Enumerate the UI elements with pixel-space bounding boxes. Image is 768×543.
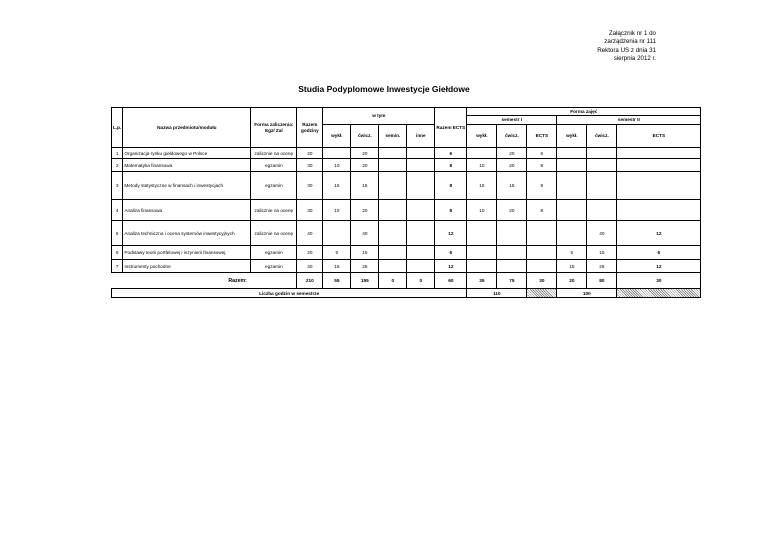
semester-hours-label: Liczba godzin w semestrze: [112, 289, 467, 298]
cell-hours: 30: [297, 172, 323, 200]
cell-lectures: [323, 148, 351, 159]
cell-s2-lectures: [557, 172, 587, 200]
cell-s2-lectures: [557, 148, 587, 159]
cell-s1-exercises: [497, 260, 527, 273]
empty-cell: [251, 273, 297, 289]
cell-subject: Podstawy teorii portfelowej i inżynierii finansowej: [123, 246, 251, 260]
header-lp: L.p.: [112, 108, 123, 148]
cell-subject: Metody statystyczne w finansach i inwestycjach: [123, 172, 251, 200]
cell-other: [407, 148, 435, 159]
cell-lectures: 15: [323, 260, 351, 273]
header-total-ects: Razem ECTS: [435, 108, 467, 148]
annex-note: [536, 30, 656, 63]
cell-lectures: 10: [323, 159, 351, 172]
cell-seminars: [379, 221, 407, 246]
header-semester-1: semestr I: [467, 116, 557, 125]
cell-subject: Analiza techniczna i ocena systemów inwestycyjnych: [123, 221, 251, 246]
cell-lectures: [323, 221, 351, 246]
cell-seminars: [379, 159, 407, 172]
cell-s1-ects: 8: [527, 200, 557, 221]
total-exercises: 155: [351, 273, 379, 289]
cell-exercises: 40: [351, 221, 379, 246]
cell-ects: 12: [435, 260, 467, 273]
hatched-cell: [617, 289, 701, 298]
table-row: [112, 200, 701, 221]
total-other: 0: [407, 273, 435, 289]
header-form: Forma zaliczenia: Egz/ Zal: [251, 108, 297, 148]
total-hours: 210: [297, 273, 323, 289]
cell-hours: 20: [297, 246, 323, 260]
cell-lp: 2: [112, 159, 123, 172]
header-other: inne: [407, 125, 435, 148]
cell-s1-exercises: [497, 221, 527, 246]
hatched-cell: [527, 289, 557, 298]
cell-s1-ects: [527, 260, 557, 273]
cell-s1-lectures: 10: [467, 200, 497, 221]
total-s1-lectures: 35: [467, 273, 497, 289]
cell-other: [407, 172, 435, 200]
totals-row: [112, 273, 701, 289]
header-classes-form: Forma zajęć: [467, 108, 701, 116]
cell-other: [407, 246, 435, 260]
cell-exercises: 15: [351, 246, 379, 260]
cell-hours: 30: [297, 200, 323, 221]
cell-seminars: [379, 260, 407, 273]
cell-s1-lectures: 10: [467, 159, 497, 172]
cell-hours: 40: [297, 221, 323, 246]
curriculum-table: [111, 107, 701, 298]
cell-s2-exercises: 15: [587, 246, 617, 260]
cell-s1-exercises: 15: [497, 172, 527, 200]
total-s2-ects: 30: [617, 273, 701, 289]
cell-s2-lectures: 15: [557, 260, 587, 273]
total-seminars: 0: [379, 273, 407, 289]
cell-s1-lectures: [467, 260, 497, 273]
annex-line: Rektora US z dnia 31: [597, 46, 656, 54]
cell-s2-lectures: 5: [557, 246, 587, 260]
table-row: [112, 148, 701, 159]
header-s1-lectures: wykł.: [467, 125, 497, 148]
cell-s2-ects: [617, 200, 701, 221]
header-s2-lectures: wykł.: [557, 125, 587, 148]
cell-hours: 30: [297, 159, 323, 172]
header-total-hours: Razem godziny: [297, 108, 323, 148]
cell-s1-ects: 8: [527, 172, 557, 200]
total-ects: 60: [435, 273, 467, 289]
annex-line: Załącznik nr 1 do: [608, 30, 656, 37]
total-s2-exercises: 80: [587, 273, 617, 289]
cell-s2-exercises: [587, 200, 617, 221]
cell-s2-exercises: [587, 148, 617, 159]
table-row: [112, 260, 701, 273]
annex-line: zarządzenia nr 111: [604, 38, 656, 46]
header-s1-ects: ECTS: [527, 125, 557, 148]
table-row: [112, 159, 701, 172]
cell-s1-ects: 6: [527, 148, 557, 159]
cell-s1-ects: [527, 246, 557, 260]
cell-form: zalicznie na ocenę: [251, 148, 297, 159]
table-row: [112, 221, 701, 246]
cell-s1-lectures: [467, 148, 497, 159]
cell-s2-lectures: [557, 159, 587, 172]
cell-lp: 4: [112, 200, 123, 221]
cell-form: egzamin: [251, 260, 297, 273]
cell-exercises: 20: [351, 200, 379, 221]
cell-s2-exercises: 25: [587, 260, 617, 273]
header-semester-2: semestr II: [557, 116, 701, 125]
cell-ects: 6: [435, 148, 467, 159]
cell-s2-ects: 6: [617, 246, 701, 260]
header-lectures: wykł.: [323, 125, 351, 148]
cell-s2-exercises: [587, 172, 617, 200]
cell-lectures: 15: [323, 172, 351, 200]
cell-form: zalicznie na ocenę: [251, 200, 297, 221]
cell-ects: 12: [435, 221, 467, 246]
page-title: Studia Podyplomowe Inwestycje Giełdowe: [298, 84, 470, 94]
cell-s1-exercises: 20: [497, 200, 527, 221]
cell-ects: 8: [435, 159, 467, 172]
header-of-which: w tym: [323, 108, 435, 125]
cell-s1-exercises: 20: [497, 148, 527, 159]
cell-s1-exercises: [497, 246, 527, 260]
header-exercises: ćwicz.: [351, 125, 379, 148]
cell-lp: 6: [112, 221, 123, 246]
header-s2-exercises: ćwicz.: [587, 125, 617, 148]
cell-hours: 20: [297, 148, 323, 159]
semester-hours-row: [112, 289, 701, 298]
cell-s2-ects: [617, 159, 701, 172]
cell-ects: 8: [435, 200, 467, 221]
cell-s2-ects: [617, 148, 701, 159]
cell-exercises: 20: [351, 159, 379, 172]
cell-s1-ects: [527, 221, 557, 246]
total-lectures: 55: [323, 273, 351, 289]
cell-hours: 40: [297, 260, 323, 273]
cell-seminars: [379, 172, 407, 200]
cell-lp: 6: [112, 246, 123, 260]
cell-lectures: 5: [323, 246, 351, 260]
cell-s1-lectures: 15: [467, 172, 497, 200]
total-s1-ects: 30: [527, 273, 557, 289]
cell-s2-lectures: [557, 221, 587, 246]
cell-seminars: [379, 246, 407, 260]
cell-form: zalicznie na ocenę: [251, 221, 297, 246]
total-s2-lectures: 20: [557, 273, 587, 289]
cell-s1-ects: 8: [527, 159, 557, 172]
cell-s2-exercises: [587, 159, 617, 172]
semester-2-hours: 100: [557, 289, 617, 298]
cell-s1-lectures: [467, 221, 497, 246]
header-s2-ects: ECTS: [617, 125, 701, 148]
cell-s1-exercises: 20: [497, 159, 527, 172]
cell-s1-lectures: [467, 246, 497, 260]
cell-ects: 8: [435, 172, 467, 200]
cell-exercises: 15: [351, 172, 379, 200]
header-seminars: semin.: [379, 125, 407, 148]
cell-form: egzamin: [251, 172, 297, 200]
table-row: [112, 172, 701, 200]
cell-subject: Analiza finansowa: [123, 200, 251, 221]
cell-lp: 1: [112, 148, 123, 159]
total-s1-exercises: 75: [497, 273, 527, 289]
cell-subject: Organizacja rynku giełdowego w Polsce: [123, 148, 251, 159]
cell-lectures: 10: [323, 200, 351, 221]
totals-label: Razem:: [228, 277, 247, 284]
cell-exercises: 20: [351, 148, 379, 159]
cell-lp: 3: [112, 172, 123, 200]
cell-s2-ects: [617, 172, 701, 200]
header-s1-exercises: ćwicz.: [497, 125, 527, 148]
table-row: [112, 246, 701, 260]
cell-s2-ects: 12: [617, 260, 701, 273]
cell-form: egzamin: [251, 246, 297, 260]
header-subject: Nazwa przedmiotu/modułu: [123, 108, 251, 148]
semester-1-hours: 110: [467, 289, 527, 298]
cell-subject: Instrumenty pochodne: [123, 260, 251, 273]
cell-lp: 7: [112, 260, 123, 273]
cell-s2-lectures: [557, 200, 587, 221]
cell-s2-ects: 12: [617, 221, 701, 246]
cell-form: egzamin: [251, 159, 297, 172]
cell-s2-exercises: 40: [587, 221, 617, 246]
cell-seminars: [379, 148, 407, 159]
cell-other: [407, 159, 435, 172]
cell-other: [407, 260, 435, 273]
cell-seminars: [379, 200, 407, 221]
cell-other: [407, 221, 435, 246]
cell-subject: Matematyka finansowa: [123, 159, 251, 172]
cell-exercises: 25: [351, 260, 379, 273]
cell-ects: 6: [435, 246, 467, 260]
annex-line: sierpnia 2012 r.: [613, 54, 656, 62]
cell-other: [407, 200, 435, 221]
